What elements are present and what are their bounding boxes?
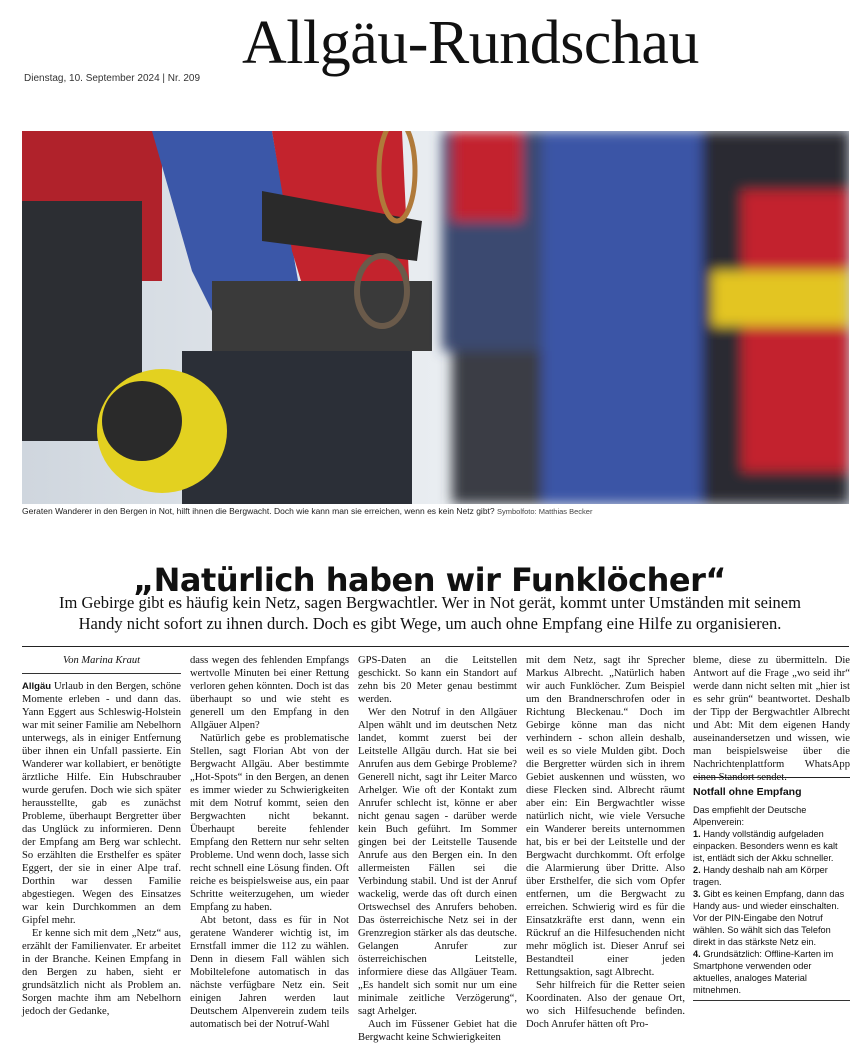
list-item [693, 948, 850, 996]
section-rule [22, 646, 849, 647]
list-text: Gibt es keinen Empfang, dann das Handy aus- und wieder einschalten. Vor der PIN-Eingabe den Notruf wählen. So wählt sich das Telefon direkt in das stärkste Netz ein. [693, 889, 845, 947]
lead-photo [22, 131, 849, 504]
column-1 [22, 654, 181, 1018]
caption-text: Geraten Wanderer in den Bergen in Not, hilft ihnen die Bergwacht. Doch wie kann man sie erreichen, wenn es kein Netz gibt? [22, 506, 495, 516]
column-4 [526, 654, 685, 1031]
paragraph: Natürlich gebe es problematische Stellen, sagt Florian Abt von der Bergwacht Allgäu. Aber bestimmte „Hot-Spots“ in den Bergen, an denen es immer wieder zu Schwierigkeiten mit dem Notruf kommt, seien den Bergwachten nicht bekannt. Überhaupt bereite fehlender Empfang den Rettern nur sehr selten Probleme. Und wenn doch, lasse sich recht schnell eine Lösung finden. Oft reiche es beispielsweise aus, ein paar Schritte weiterzugehen, um wieder Empfang zu haben. [190, 733, 349, 913]
paragraph: bleme, diese zu übermitteln. Die Antwort auf die Frage „wo seid ihr“ werde dann nicht selten mit „hier ist es sehr grün“ beantwortet. Deshalb der Tipp der Bergwachtler Albrecht und Abt: Mit dem eigenen Handy auseinandersetzen und wissen, wie man beispielsweise über die Nachrichtenplattform WhatsApp einen Standort sendet. [693, 655, 850, 783]
photo-caption [22, 506, 849, 516]
article-headline: „Natürlich haben wir Funklöcher“ [133, 561, 726, 600]
paragraph: Sehr hilfreich für die Retter seien Koordinaten. Also der genaue Ort, wo sich Hilfesuchende befinden. Doch Anrufer hätten oft Pro- [526, 980, 685, 1030]
article-lede: Im Gebirge gibt es häufig kein Netz, sagen Bergwachtler. Wer in Not gerät, kommt unter Umständen mit seinem Handy nicht sofort zu ihnen durch. Doch es gibt Wege, um auch ohne Empfang eine Hilfe zu organisieren. [59, 593, 801, 633]
list-text: Handy vollständig aufgeladen einpacken. Besonders wenn es kalt ist, entlädt sich der Akku schneller. [693, 829, 838, 863]
column-3 [358, 654, 517, 1044]
column-2 [190, 654, 349, 1031]
issue-date: Dienstag, 10. September 2024 | Nr. 209 [24, 73, 201, 84]
paragraph: Abt betont, dass es für in Not geratene Wanderer wichtig ist, im Ernstfall immer die 112 zu wählen. Denn in diesem Fall wählen sich Mobiltelefone automatisch in das nächste verfügbare Netz ein. Seit einigen Jahren werden laut Deutschem Alpenverein zudem teils automatisch bei der Notruf-Wahl [190, 915, 349, 1030]
byline-rule [22, 673, 181, 674]
info-box-intro: Das empfiehlt der Deutsche Alpenverein: [693, 805, 807, 827]
paragraph: GPS-Daten an die Leitstellen geschickt. So kann ein Standort auf zehn bis 20 Meter genau bestimmt werden. [358, 655, 517, 705]
list-number: 1. [693, 829, 701, 839]
paragraph: Auch im Füssener Gebiet hat die Bergwacht keine Schwierigkeiten [358, 1019, 517, 1043]
list-item [693, 828, 850, 864]
info-box-bottom-rule [693, 1000, 850, 1001]
paragraph: mit dem Netz, sagt ihr Sprecher Markus Albrecht. „Natürlich haben wir auch Funklöcher. Zum Beispiel um den Brandnerschrofen oder in Richtung Bleckenau.“ Doch im Gebirge könne man das nicht verhindern - schon allein deshalb, weil es so viele Mulden gibt. Doch die Bergretter würden sich in ihrem Gebiet auskennen und wüssten, wo diese Flecken sind. Albrecht räumt aber ein: Ein Bergwachtler wisse natürlich nicht, wie viele Versuche ein Wanderer bereits unternommen hat, bis er bei der Leitstelle und der Bergwacht durchkommt. Oft erfolge die Alarmierung über Dritte. Also über Ersthelfer, die sich vom Opfer entfernen, um die Bergwacht zu erreichen. Schwierig wird es für die Einsatzkräfte erst dann, wenn ein Rückruf an die Hilfesuchenden nicht mehr möglich ist. Dieser Anruf sei Bestandteil einer jeden Rettungsaktion, sagt Albrecht. [526, 655, 685, 978]
photo-rescuers-icon [22, 131, 849, 504]
list-text: Handy deshalb nah am Körper tragen. [693, 865, 828, 887]
newspaper-title: Allgäu-Rundschau [242, 9, 699, 77]
list-number: 3. [693, 889, 701, 899]
list-item [693, 864, 850, 888]
list-item [693, 888, 850, 948]
paragraph: Wer den Notruf in den Allgäuer Alpen wählt und im deutschen Netz landet, kommt zuerst bei der Leitstelle Allgäu durch. Hat sie bei Anrufen aus dem Gebirge Probleme? Generell nicht, sagt ihr Leiter Marco Arhelger. Wie oft der Kontakt zum Anrufer schlecht ist, könne er aber nicht genau sagen - darüber werde kein Buch geführt. Im Sommer gingen bei der Leitstelle Tausende Anrufe aus den Bergen ein. In den allermeisten Fällen sei die Verbindung stabil. Und ist der Anruf wackelig, werde das oft durch einen Ortswechsel des Anrufers behoben. Das österreichische Netz sei in der Grenzregion stärker als das deutsche. Gelangen Anrufer zur österreichischen Leitstelle, informiere diese das Allgäuer Team. „Es handelt sich somit nur um eine minimale zeitliche Verzögerung“, sagt Arhelger. [358, 707, 517, 1017]
column-5 [693, 654, 850, 784]
info-box-title: Notfall ohne Empfang [693, 786, 802, 798]
dateline-place: Allgäu [22, 681, 52, 692]
paragraph: dass wegen des fehlenden Empfangs wertvolle Minuten bei einer Rettung verloren gehen könnten. Doch ist das überhaupt so und wie steht es generell um den Empfang in den Allgäuer Alpen? [190, 655, 349, 731]
info-box [693, 777, 850, 996]
list-number: 2. [693, 865, 701, 875]
photo-credit: Symbolfoto: Matthias Becker [497, 507, 593, 516]
list-number: 4. [693, 949, 701, 959]
paragraph [22, 680, 181, 927]
paragraph: Er kenne sich mit dem „Netz“ aus, erzählt der Familienvater. Er arbeitet in der Branche. Keinen Empfang in den Bergen zu haben, sieht er grundsätzlich nicht als Problem an. Sorgen machte ihm am Nebelhorn jedoch der Gedanke, [22, 928, 181, 1017]
paragraph-text: Urlaub in den Bergen, schöne Momente erleben - und dann das. Yann Eggert aus Schleswig-Holstein war mit seiner Familie am Nebelhorn unterwegs, als in einiger Entfernung über ihnen ein Unfall passierte. Ein Wanderer war kollabiert, er benötigte ärztliche Hilfe. Ein Hubschrauber wurde gerufen. Doch wie sich später herausstellte, gab es zunächst Probleme, überhaupt Bergretter über das Unglück zu informieren. Denn der Empfang am Berg war schlecht. So erzählten die Ersthelfer es später Eggert, der sie in einer Alpe traf. Dorthin war dessen Familie abgestiegen. Wegen des Einsatzes war kein Durchkommen an dem Gipfel mehr. [22, 681, 182, 926]
list-text: Grundsätzlich: Offline-Karten im Smartphone verwenden oder aktuelles, analoges Material mitnehmen. [693, 949, 834, 995]
byline: Von Marina Kraut [62, 655, 140, 666]
